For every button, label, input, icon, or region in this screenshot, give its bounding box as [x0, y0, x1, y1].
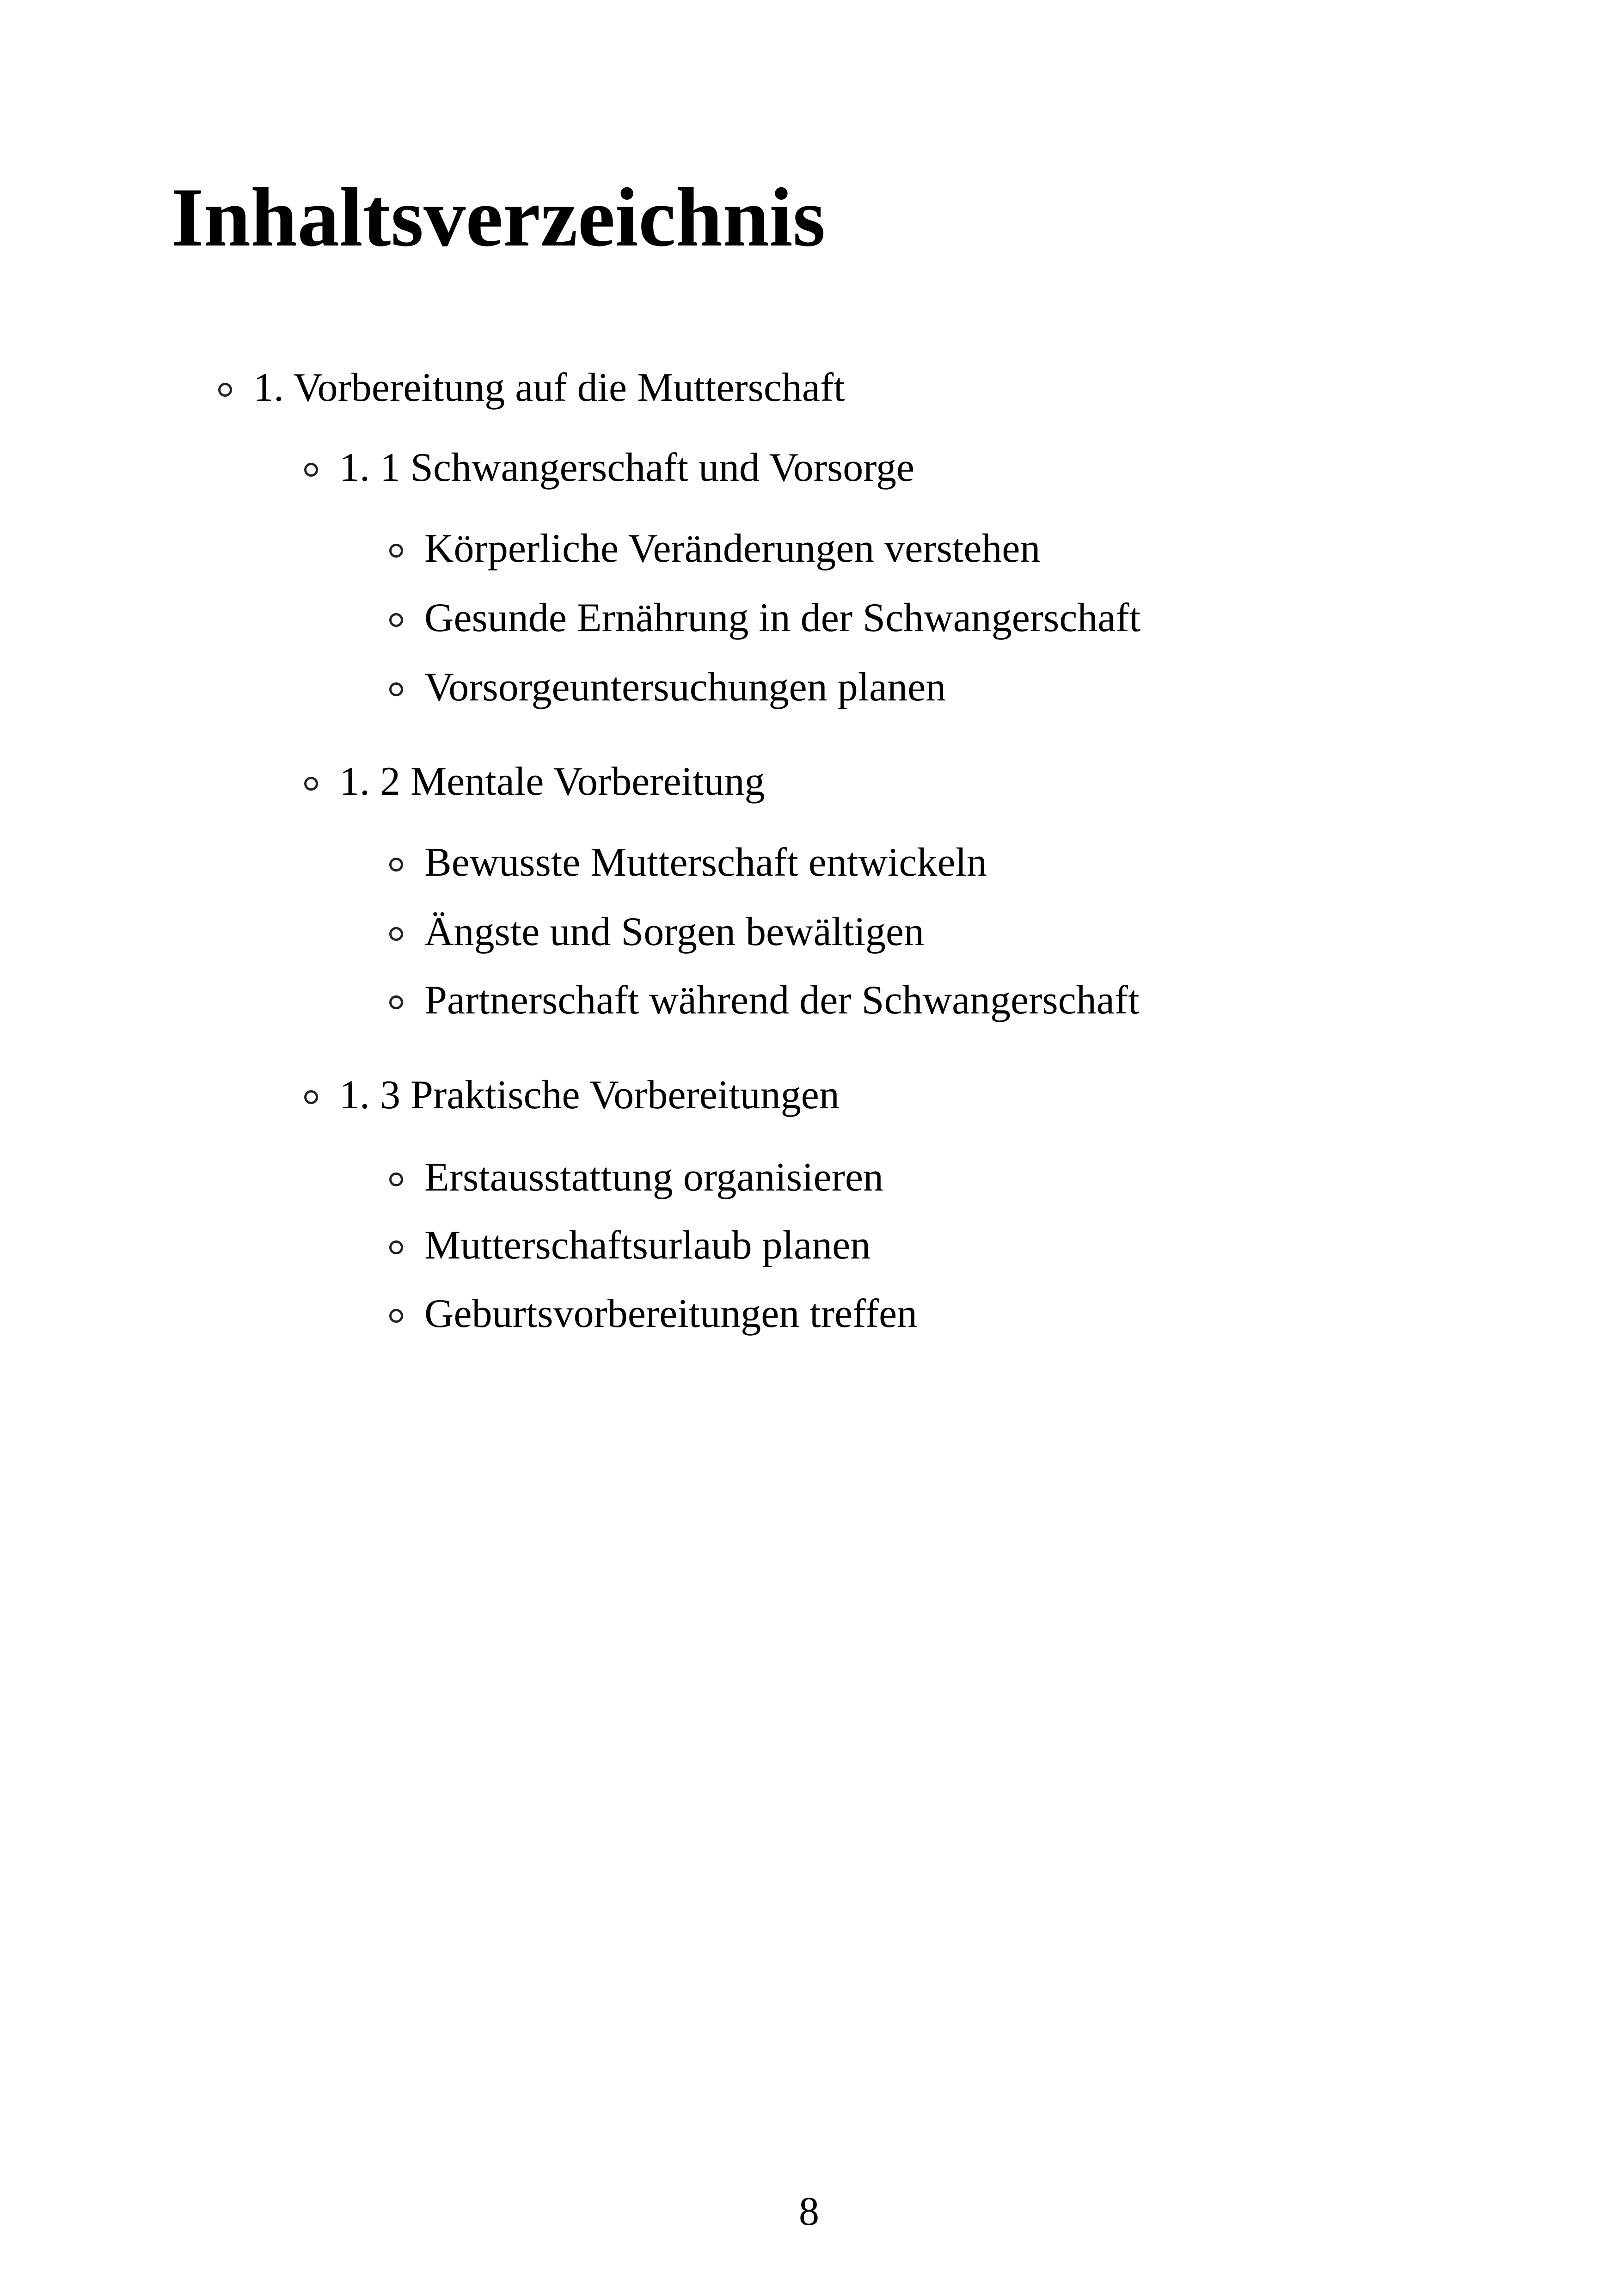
toc-entry-label: 1. 2 Mentale Vorbereitung — [339, 759, 765, 804]
circle-bullet-icon — [389, 1309, 403, 1323]
toc-entry-label: Bewusste Mutterschaft entwickeln — [424, 840, 987, 885]
toc-entry-subsection[interactable] — [389, 842, 987, 883]
toc-entry-section-1-1[interactable] — [304, 445, 915, 490]
toc-entry-subsection[interactable] — [389, 909, 925, 954]
circle-bullet-icon — [389, 544, 403, 558]
circle-bullet-icon — [389, 613, 403, 627]
toc-entry-label: Gesunde Ernährung in der Schwangerschaft — [424, 595, 1141, 640]
circle-bullet-icon — [389, 682, 403, 696]
toc-entry-subsection[interactable] — [389, 667, 946, 708]
circle-bullet-icon — [389, 858, 403, 872]
toc-entry-label: Vorsorgeuntersuchungen planen — [424, 665, 946, 710]
toc-entry-label: Geburtsvorbereitungen treffen — [424, 1291, 918, 1336]
toc-entry-subsection[interactable] — [389, 1291, 918, 1336]
circle-bullet-icon — [304, 1090, 318, 1104]
toc-entry-chapter-1[interactable] — [218, 365, 845, 410]
circle-bullet-icon — [389, 1173, 403, 1186]
toc-entry-label: 1. Vorbereitung auf die Mutterschaft — [253, 365, 845, 410]
page-title: Inhaltsverzeichnis — [171, 171, 826, 264]
toc-entry-label: Mutterschaftsurlaub planen — [424, 1223, 871, 1268]
toc-entry-label: 1. 1 Schwangerschaft und Vorsorge — [339, 445, 915, 490]
toc-entry-subsection[interactable] — [389, 1157, 883, 1198]
circle-bullet-icon — [389, 1240, 403, 1254]
circle-bullet-icon — [304, 777, 318, 791]
toc-entry-subsection[interactable] — [389, 528, 1040, 569]
toc-entry-subsection[interactable] — [389, 980, 1140, 1021]
circle-bullet-icon — [218, 383, 232, 397]
toc-entry-subsection[interactable] — [389, 1225, 870, 1266]
circle-bullet-icon — [389, 927, 403, 941]
toc-entry-label: Körperliche Veränderungen verstehen — [424, 526, 1041, 571]
toc-entry-section-1-3[interactable] — [304, 1075, 840, 1116]
toc-entry-subsection[interactable] — [389, 595, 1141, 640]
page-number: 8 — [799, 2189, 819, 2234]
circle-bullet-icon — [389, 995, 403, 1009]
circle-bullet-icon — [304, 463, 318, 477]
toc-entry-label: Erstausstattung organisieren — [424, 1155, 884, 1200]
toc-entry-label: 1. 3 Praktische Vorbereitungen — [339, 1073, 840, 1117]
toc-entry-label: Partnerschaft während der Schwangerschaft — [424, 978, 1140, 1023]
toc-entry-section-1-2[interactable] — [304, 761, 765, 802]
toc-entry-label: Ängste und Sorgen bewältigen — [424, 909, 925, 954]
